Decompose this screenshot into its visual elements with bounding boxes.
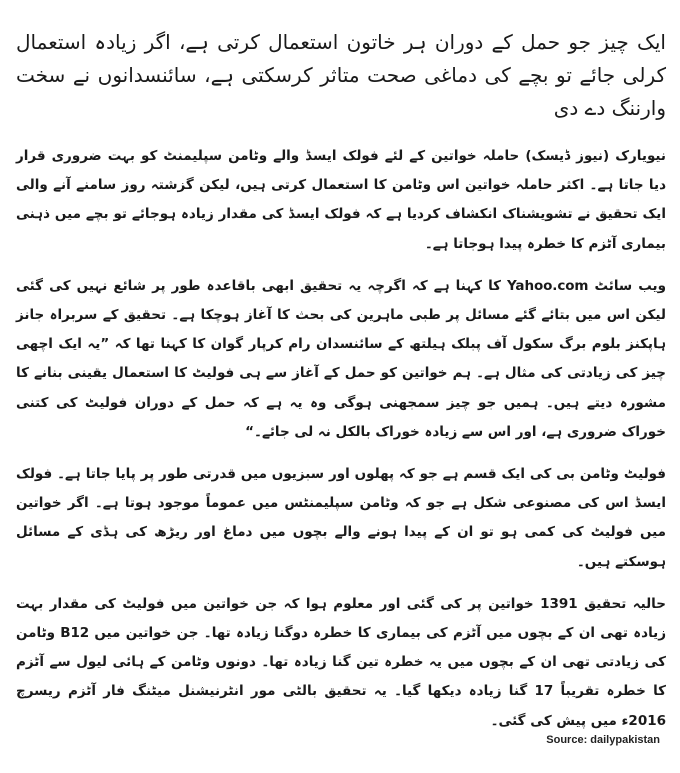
article-paragraph: ویب سائٹ Yahoo.com کا کہنا ہے کہ اگرچہ یہ تحقیق ابھی باقاعدہ طور پر شائع نہیں کی گئی لیکن اس میں بتائے گئے مسائل پر طبی ماہرین کی بحث کا آغاز ہوچکا ہے۔ تحقیق کے سربراہ جانز ہاپکنز بلوم برگ سکول آف پبلک ہیلتھ کے سائنسدان رام کرپار گوان کا کہنا تھا کہ ”یہ ایک اچھی چیز کی زیادتی کی مثال ہے۔ ہم خواتین کو حمل کے آغاز سے ہی فولیٹ کا استعمال یقینی بنانے کا مشورہ دیتے ہیں۔ ہمیں جو چیز سمجھنی ہوگی وہ یہ ہے کہ حمل کے دوران فولیٹ کی کتنی خوراک ضروری ہے، اور اس سے زیادہ خوراک بالکل نہ لی جائے۔“ xyxy=(16,277,666,440)
article-paragraph: حالیہ تحقیق 1391 خواتین پر کی گئی اور معلوم ہوا کہ جن خواتین میں فولیٹ کی مقدار بہت زیادہ تھی ان کے بچوں میں آٹزم کی بیماری کا خطرہ دوگنا زیادہ تھا۔ جن خواتین میں B12 وٹامن کی زیادتی تھی ان کے بچوں میں یہ خطرہ تین گنا زیادہ تھا۔ دونوں وٹامن کے ہائی لیول سے آٹزم کا خطرہ تقریباً 17 گنا زیادہ دیکھا گیا۔ یہ تحقیق بالٹی مور انٹرنیشنل میٹنگ فار آٹزم ریسرچ 2016ء میں پیش کی گئی۔ xyxy=(16,595,666,729)
article-headline: ایک چیز جو حمل کے دوران ہر خاتون استعمال کرتی ہے، اگر زیادہ استعمال کرلی جائے تو بچے کی دماغی صحت متاثر کرسکتی ہے، سائنسدانوں نے سخت وارننگ دے دی xyxy=(16,30,666,120)
article-paragraph: نیویارک (نیوز ڈیسک) حاملہ خواتین کے لئے فولک ایسڈ والے وٹامن سپلیمنٹ کو بہت ضروری قرار دیا جاتا ہے۔ اکثر حاملہ خواتین اس وٹامن کا استعمال کرتی ہیں، لیکن گزشتہ روز سامنے آنے والی ایک تحقیق نے تشویشناک انکشاف کردیا ہے کہ فولک ایسڈ کی مقدار زیادہ ہوجائے تو بچے میں ذہنی بیماری آٹزم کا خطرہ پیدا ہوجاتا ہے۔ xyxy=(16,148,666,252)
article-paragraph: فولیٹ وٹامن بی کی ایک قسم ہے جو کہ پھلوں اور سبزیوں میں قدرتی طور پر پایا جاتا ہے۔ فولک ایسڈ اس کی مصنوعی شکل ہے جو کہ وٹامن سپلیمنٹس میں عموماً موجود ہوتا ہے۔ اگر خواتین میں فولیٹ کی کمی ہو تو ان کے پیدا ہونے والے بچوں میں دماغ اور ریڑھ کی ہڈی کے مسائل ہوسکتے ہیں۔ xyxy=(16,466,666,570)
source-credit: Source: dailypakistan xyxy=(546,734,660,746)
